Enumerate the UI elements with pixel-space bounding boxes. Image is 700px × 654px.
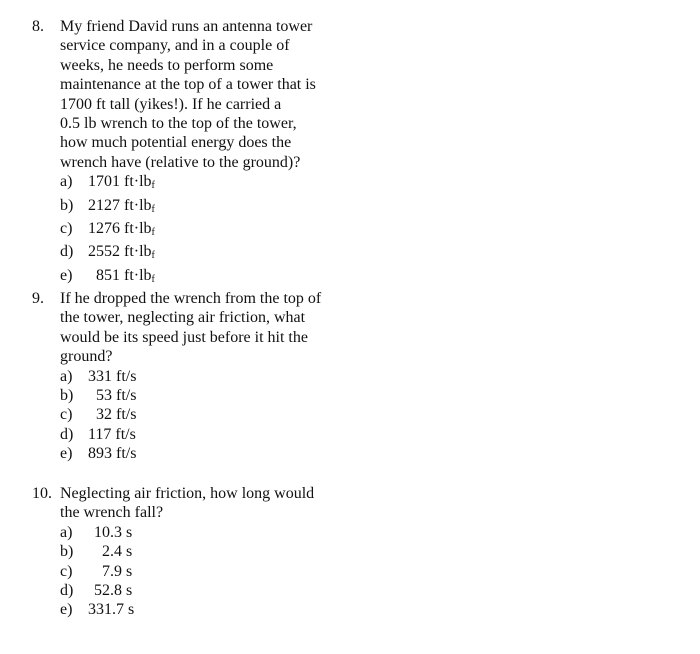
choice-letter: c): [60, 562, 73, 580]
question-10: [32, 484, 352, 620]
choice-letter: b): [60, 543, 74, 561]
choice-letter: d): [60, 243, 74, 261]
choice-letter: c): [60, 406, 73, 424]
question-text-line: maintenance at the top of a tower that is: [60, 76, 316, 94]
answer-choices: [60, 523, 352, 620]
choice-letter: e): [60, 601, 73, 619]
question-8-text: [60, 17, 352, 172]
choice-letter: d): [60, 582, 74, 600]
answer-choice-a: [60, 523, 352, 542]
choice-letter: c): [60, 220, 73, 238]
answer-choice-e: [60, 266, 352, 289]
question-text-line: wrench have (relative to the ground)?: [60, 153, 301, 171]
choice-value: 7.9 s: [102, 562, 133, 580]
question-9-header: [32, 289, 352, 367]
answer-choice-d: [60, 581, 352, 600]
choice-value: 2.4 s: [102, 543, 133, 561]
choice-value: 117 ft/s: [88, 425, 136, 443]
answer-choices: [60, 367, 352, 464]
answer-choice-c: [60, 562, 352, 581]
question-text-line: 1700 ft tall (yikes!). If he carried a: [60, 95, 282, 113]
choice-value: 2552 $ft\cdot lb_f$: [88, 243, 155, 262]
answer-choice-e: [60, 444, 352, 463]
choice-value: 893 ft/s: [88, 445, 137, 463]
answer-choice-c: [60, 405, 352, 424]
question-10-text: [60, 484, 352, 523]
question-text-line: Neglecting air friction, how long would: [60, 485, 315, 502]
answer-choice-c: [60, 219, 352, 242]
answer-choice-a: [60, 172, 352, 195]
choice-value: 53 ft/s: [96, 387, 137, 405]
question-text-line: If he dropped the wrench from the top of: [60, 290, 322, 307]
question-text-line: My friend David runs an antenna tower: [60, 18, 313, 35]
answer-choice-b: [60, 196, 352, 219]
question-text-line: the wrench fall?: [60, 504, 164, 522]
answer-choice-a: [60, 367, 352, 386]
choice-value: 1701 $ft\cdot lb_f$: [88, 173, 155, 192]
question-8-header: [32, 17, 352, 172]
choice-value: 331 ft/s: [88, 367, 137, 385]
answer-choice-d: [60, 425, 352, 444]
choice-letter: b): [60, 196, 74, 214]
answer-choice-d: [60, 242, 352, 265]
choice-value: 32 ft/s: [96, 406, 137, 424]
question-text-line: service company, and in a couple of: [60, 37, 290, 55]
choice-value: 10.3 s: [94, 523, 133, 541]
question-8: [32, 17, 352, 289]
question-9-text: [60, 289, 352, 367]
question-10-header: [32, 484, 352, 523]
answer-choices: [60, 172, 352, 289]
choice-letter: d): [60, 425, 74, 443]
choice-value: 851 $ft\cdot lb_f$: [96, 266, 155, 285]
answer-choice-b: [60, 542, 352, 561]
choice-value: 2127 $ft\cdot lb_f$: [88, 196, 155, 215]
question-9: [32, 289, 352, 464]
choice-letter: a): [60, 173, 73, 191]
choice-value: 331.7 s: [88, 601, 135, 619]
question-text-line: ground?: [60, 348, 113, 366]
choice-letter: a): [60, 367, 73, 385]
answer-choice-b: [60, 386, 352, 405]
question-text-line: 0.5 lb wrench to the top of the tower,: [60, 115, 297, 133]
question-text-line: would be its speed just before it hit the: [60, 328, 308, 346]
choice-letter: e): [60, 266, 73, 284]
choice-letter: b): [60, 387, 74, 405]
question-text-line: the tower, neglecting air friction, what: [60, 309, 306, 327]
choice-value: 52.8 s: [94, 582, 133, 600]
choice-letter: e): [60, 445, 73, 463]
choice-value: 1276 $ft\cdot lb_f$: [88, 220, 155, 239]
question-text-line: how much potential energy does the: [60, 134, 292, 152]
choice-letter: a): [60, 523, 73, 541]
answer-choice-e: [60, 600, 352, 619]
question-number: 8.: [32, 18, 44, 35]
question-text-line: weeks, he needs to perform some: [60, 56, 274, 74]
question-number: 10.: [32, 485, 52, 502]
question-number: 9.: [32, 290, 44, 307]
